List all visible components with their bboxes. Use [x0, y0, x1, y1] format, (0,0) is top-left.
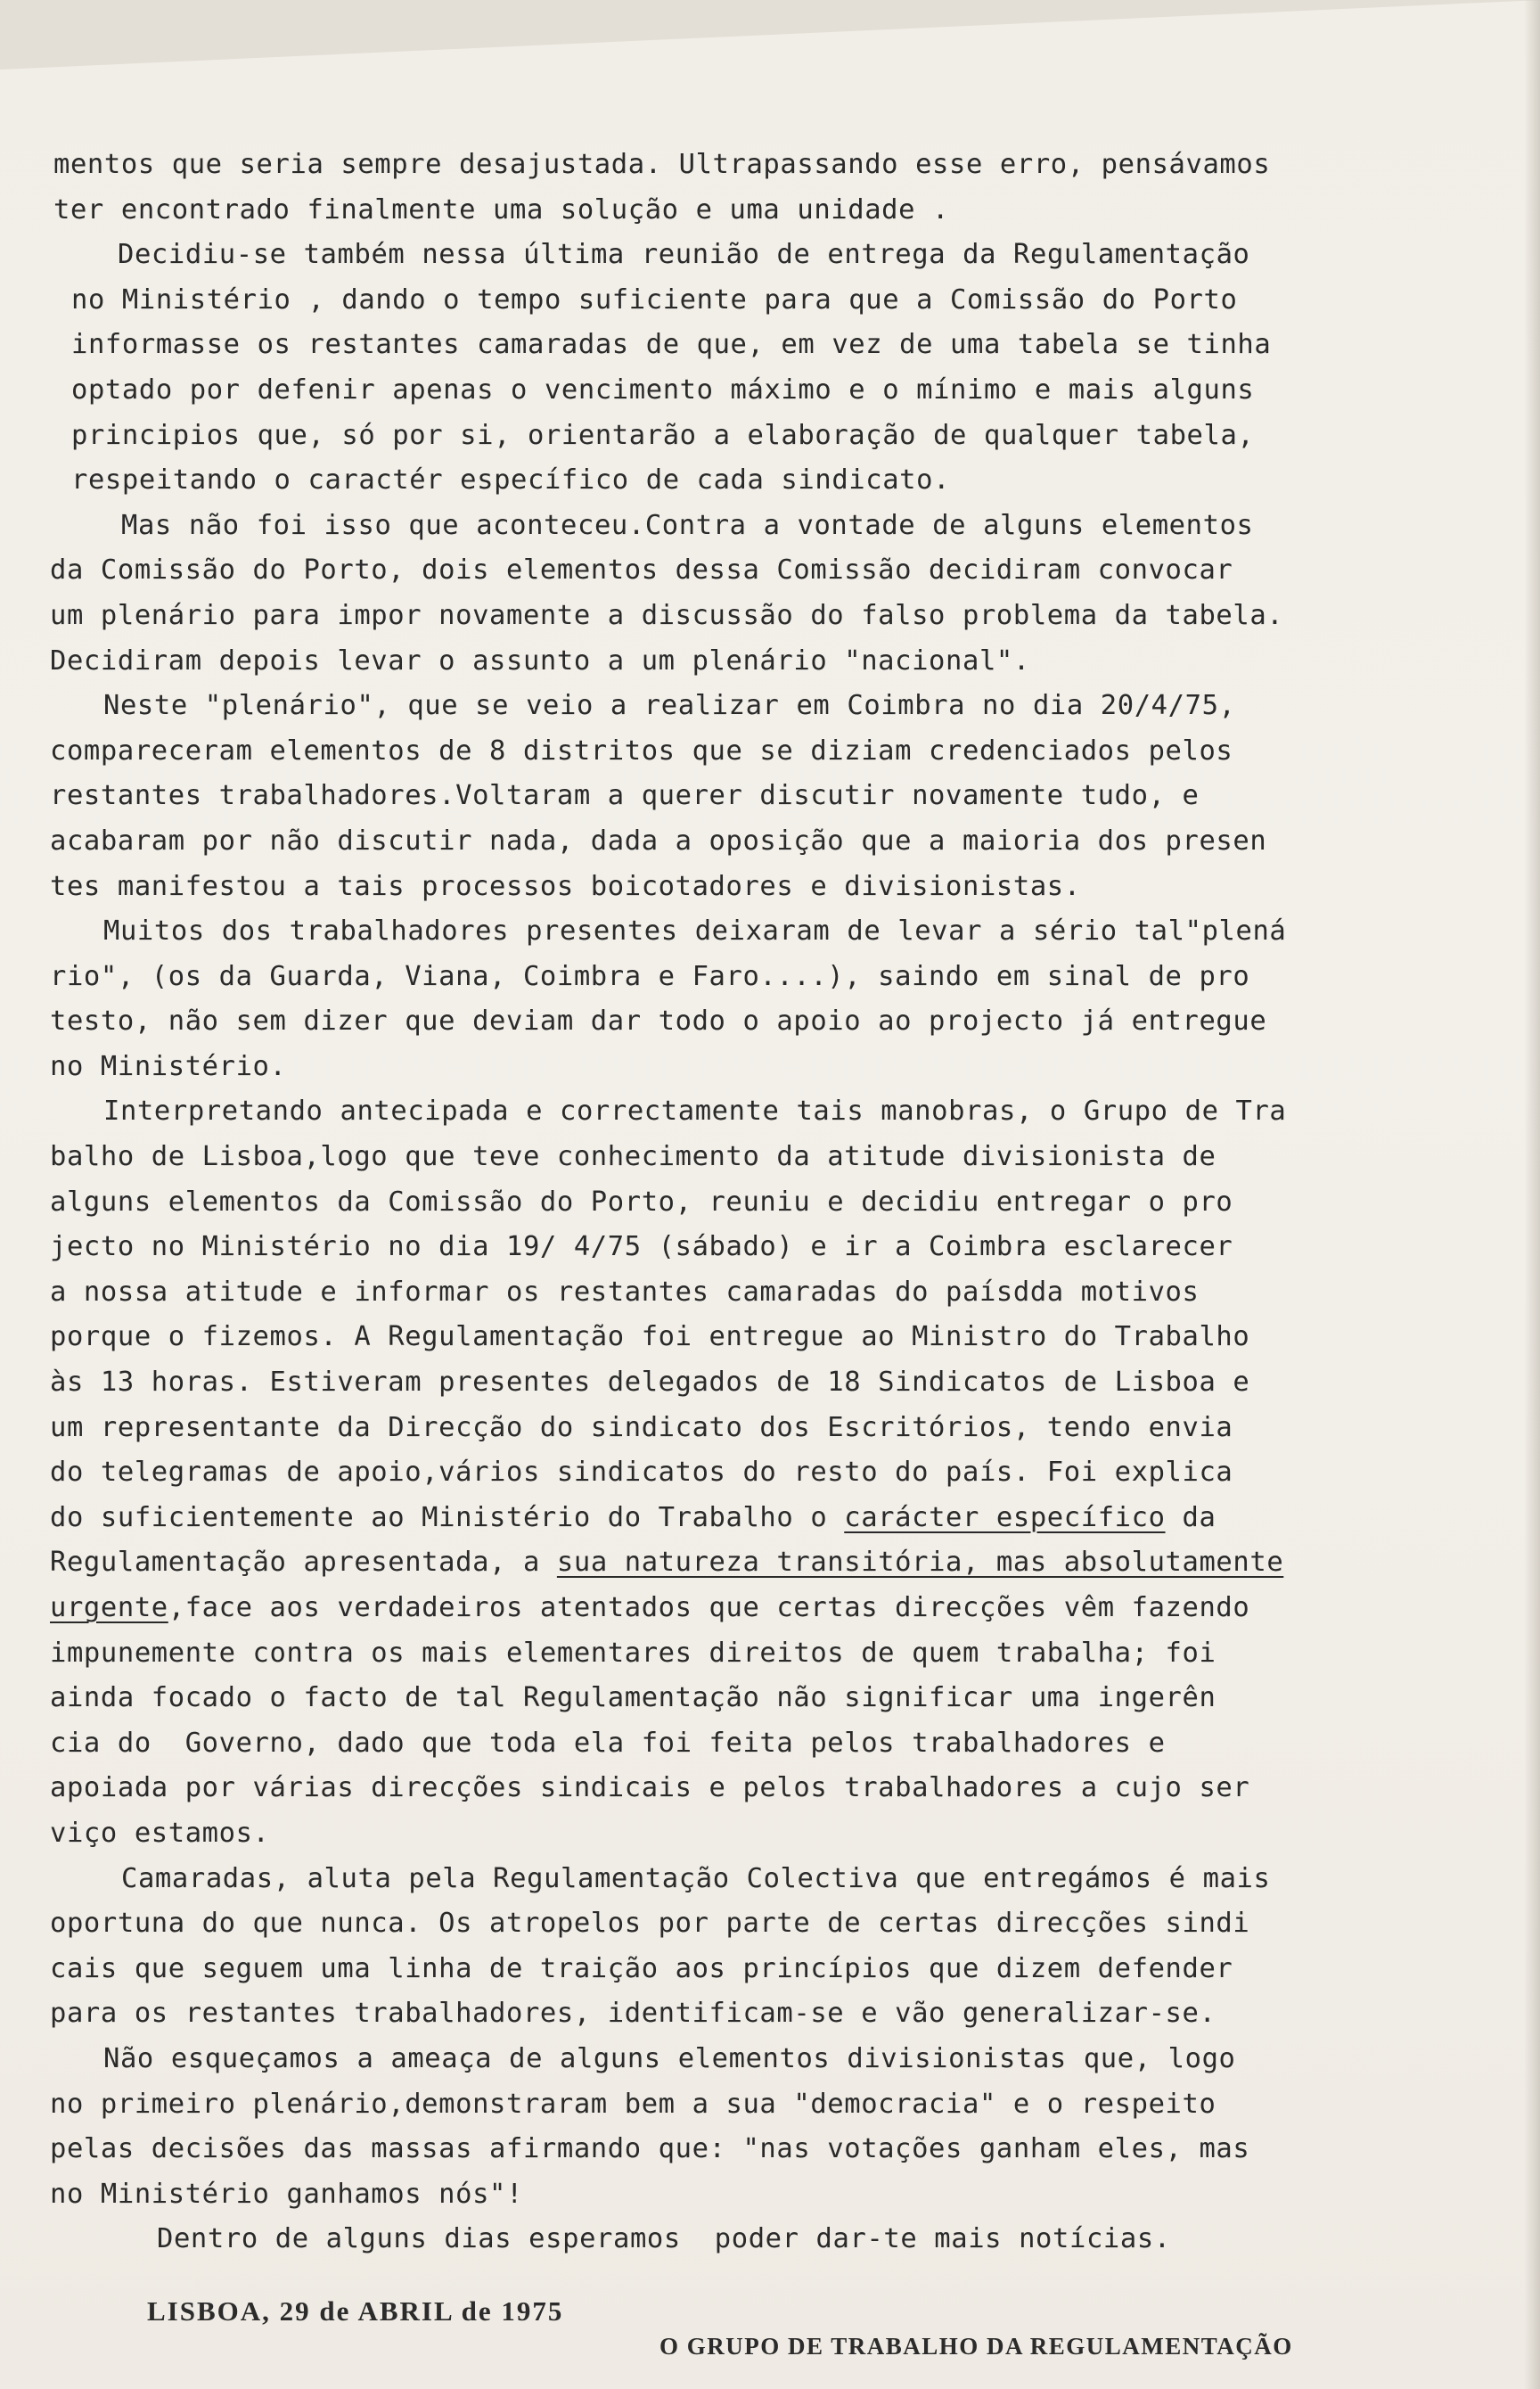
text-line: testo, não sem dizer que deviam dar todo o apoio ao projecto já entregue: [50, 1006, 1267, 1038]
text-line: Neste "plenário", que se veio a realizar em Coimbra no dia 20/4/75,: [103, 690, 1236, 722]
text-line: Mas não foi isso que aconteceu.Contra a vontade de alguns elementos: [121, 509, 1254, 541]
text-line: cais que seguem uma linha de traição aos princípios que dizem defender: [50, 1952, 1233, 1984]
text-line: tes manifestou a tais processos boicotadores e divisionistas.: [50, 870, 1081, 902]
text-line: oportuna do que nunca. Os atropelos por parte de certas direcções sindi: [50, 1908, 1250, 1940]
text-line: um plenário para impor novamente a discussão do falso problema da tabela.: [50, 599, 1284, 631]
text-line: às 13 horas. Estiveram presentes delegados de 18 Sindicatos de Lisboa e: [50, 1367, 1250, 1399]
text-line: Decidiu-se também nessa última reunião de entrega da Regulamentação: [118, 239, 1250, 271]
text-line: respeitando o caractér específico de cada sindicato.: [71, 464, 951, 497]
text-line: informasse os restantes camaradas de que, em vez de uma tabela se tinha: [71, 329, 1272, 361]
text-line: do suficientemente ao Ministério do Trabalho o carácter específico da: [50, 1501, 1216, 1533]
text-line: a nossa atitude e informar os restantes camaradas do paísdda motivos: [50, 1276, 1200, 1308]
document-body: [50, 143, 1369, 2262]
text-line: ter encontrado finalmente uma solução e uma unidade .: [53, 193, 950, 226]
text-line: impunemente contra os mais elementares direitos de quem trabalha; foi: [50, 1637, 1216, 1669]
document-signature: O GRUPO DE TRABALHO DA REGULAMENTAÇÃO: [659, 2333, 1293, 2360]
paper-edge-shadow: [1524, 0, 1540, 2389]
text-line: ainda focado o facto de tal Regulamentação não significar uma ingerên: [50, 1682, 1216, 1714]
text-line: optado por defenir apenas o vencimento máximo e o mínimo e mais alguns: [71, 374, 1255, 406]
text-line: Decidiram depois levar o assunto a um plenário "nacional".: [50, 644, 1030, 677]
text-line: no Ministério , dando o tempo suficiente para que a Comissão do Porto: [71, 283, 1238, 316]
text-line: urgente,face aos verdadeiros atentados que certas direcções vêm fazendo: [50, 1592, 1250, 1623]
text-line: Não esqueçamos a ameaça de alguns elementos divisionistas que, logo: [103, 2042, 1236, 2074]
text-line: Regulamentação apresentada, a sua natureza transitória, mas absolutamente: [50, 1547, 1284, 1579]
underlined-phrase: urgente: [50, 1592, 168, 1623]
text-line: acabaram por não discutir nada, dada a oposição que a maioria dos presen: [50, 825, 1267, 857]
text-line: um representante da Direcção do sindicato dos Escritórios, tendo envia: [50, 1411, 1233, 1443]
text-line: mentos que seria sempre desajustada. Ultrapassando esse erro, pensávamos: [53, 149, 1271, 180]
text-line: do telegramas de apoio,vários sindicatos do resto do país. Foi explica: [50, 1457, 1233, 1489]
text-line: viço estamos.: [50, 1817, 270, 1849]
text-line: da Comissão do Porto, dois elementos dessa Comissão decidiram convocar: [50, 554, 1233, 587]
text-line: Muitos dos trabalhadores presentes deixaram de levar a sério tal"plená: [103, 915, 1287, 948]
text-line: porque o fizemos. A Regulamentação foi entregue ao Ministro do Trabalho: [50, 1321, 1250, 1353]
text-line: no primeiro plenário,demonstraram bem a sua "democracia" e o respeito: [50, 2088, 1216, 2120]
folded-corner: [0, 0, 1540, 70]
underlined-phrase: carácter específico: [844, 1501, 1166, 1533]
text-line: jecto no Ministério no dia 19/ 4/75 (sábado) e ir a Coimbra esclarecer: [50, 1231, 1233, 1263]
text-line: Dentro de alguns dias esperamos poder dar-te mais notícias.: [157, 2223, 1171, 2255]
text-line: para os restantes trabalhadores, identificam-se e vão generalizar-se.: [50, 1998, 1216, 2030]
text-line: alguns elementos da Comissão do Porto, reuniu e decidiu entregar o pro: [50, 1186, 1233, 1218]
text-line: no Ministério ganhamos nós"!: [50, 2178, 523, 2210]
underlined-phrase: sua natureza transitória, mas absolutamente: [556, 1547, 1284, 1579]
text-line: Interpretando antecipada e correctamente tais manobras, o Grupo de Tra: [103, 1096, 1287, 1128]
text-line: pelas decisões das massas afirmando que: "nas votações ganham eles, mas: [50, 2133, 1250, 2165]
text-line: no Ministério.: [50, 1050, 287, 1082]
text-line: compareceram elementos de 8 distritos que se diziam credenciados pelos: [50, 735, 1233, 767]
text-line: cia do Governo, dado que toda ela foi feita pelos trabalhadores e: [50, 1727, 1166, 1759]
document-date: LISBOA, 29 de ABRIL de 1975: [147, 2295, 564, 2327]
text-line: principios que, só por si, orientarão a elaboração de qualquer tabela,: [71, 419, 1255, 451]
text-line: restantes trabalhadores.Voltaram a querer discutir novamente tudo, e: [50, 780, 1200, 812]
text-line: rio", (os da Guarda, Viana, Coimbra e Faro....), saindo em sinal de pro: [50, 960, 1250, 992]
text-line: apoiada por várias direcções sindicais e pelos trabalhadores a cujo ser: [50, 1772, 1250, 1804]
text-line: balho de Lisboa,logo que teve conhecimento da atitude divisionista de: [50, 1141, 1216, 1173]
text-line: Camaradas, aluta pela Regulamentação Colectiva que entregámos é mais: [121, 1862, 1271, 1894]
